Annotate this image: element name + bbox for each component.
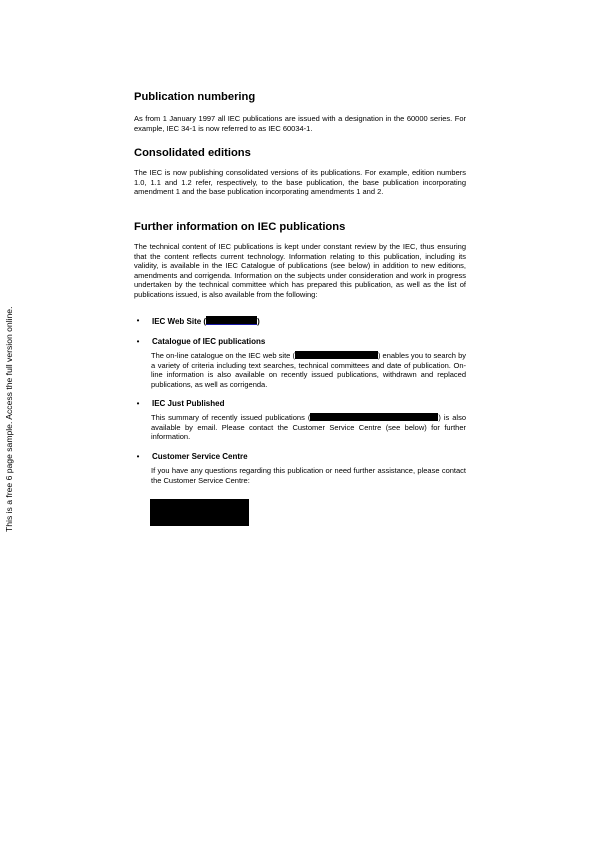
bullet-title-close: ) <box>257 317 260 326</box>
section-title-publication-numbering: Publication numbering <box>134 91 256 103</box>
section-body-consolidated-editions: The IEC is now publishing consolidated versions of its publications. For example, edition numbers 1.0, 1.1 and 1.2 refer, respectively, to the base publication, the base publication incorporating amendment 1 and the base publication incorporating amendments 1 and 2. <box>134 168 466 197</box>
bullet-body <box>151 351 466 389</box>
redacted-link[interactable] <box>310 413 438 421</box>
bullet-body-end: ) enables you to search by a variety of criteria including text searches, technical committees and date of publication. On-line information is also available on recently issued publications, withdrawn and replaced publications, as well as corrigenda. <box>151 351 466 389</box>
bullet-title <box>152 316 260 327</box>
bullet-body <box>151 413 466 442</box>
side-note <box>2 306 16 532</box>
section-body-further-information: The technical content of IEC publications is kept under constant review by the IEC, thus ensuring that the content reflects current technology. Information relating to this publication, including its validity, is available in the IEC Catalogue of publications (see below) in addition to new editions, amendments and corrigenda. Information on the subjects under consideration and work in progress undertaken by the technical committee which has prepared this publication, as well as the list of publications issued, is also available from the following: <box>134 242 466 299</box>
redacted-link[interactable] <box>295 351 378 359</box>
bullet-title: Catalogue of IEC publications <box>152 337 266 346</box>
bullet-title-text: IEC Web Site ( <box>152 317 207 326</box>
bullet-dot: • <box>136 337 140 346</box>
bullet-body: If you have any questions regarding this publication or need further assistance, please contact the Customer Service Centre: <box>151 466 466 485</box>
bullet-title: Customer Service Centre <box>152 452 248 461</box>
section-title-consolidated-editions: Consolidated editions <box>134 147 251 159</box>
bullet-dot: • <box>136 452 140 461</box>
section-title-further-information: Further information on IEC publications <box>134 221 346 233</box>
bullet-title: IEC Just Published <box>152 399 225 408</box>
bullet-body-start: This summary of recently issued publications ( <box>151 413 311 422</box>
redacted-link[interactable] <box>206 316 257 325</box>
bullet-body-start: The on-line catalogue on the IEC web site ( <box>151 351 295 360</box>
bullet-dot: • <box>136 399 140 408</box>
redacted-contact-block <box>150 499 249 526</box>
bullet-body-end: ) is also available by email. Please contact the Customer Service Centre (see below) for further information. <box>151 413 467 442</box>
section-body-publication-numbering: As from 1 January 1997 all IEC publications are issued with a designation in the 60000 series. For example, IEC 34-1 is now referred to as IEC 60034-1. <box>134 114 466 133</box>
bullet-dot: • <box>136 316 140 325</box>
side-note-text: This is a free 6 page sample. Access the full version online. <box>4 306 14 532</box>
